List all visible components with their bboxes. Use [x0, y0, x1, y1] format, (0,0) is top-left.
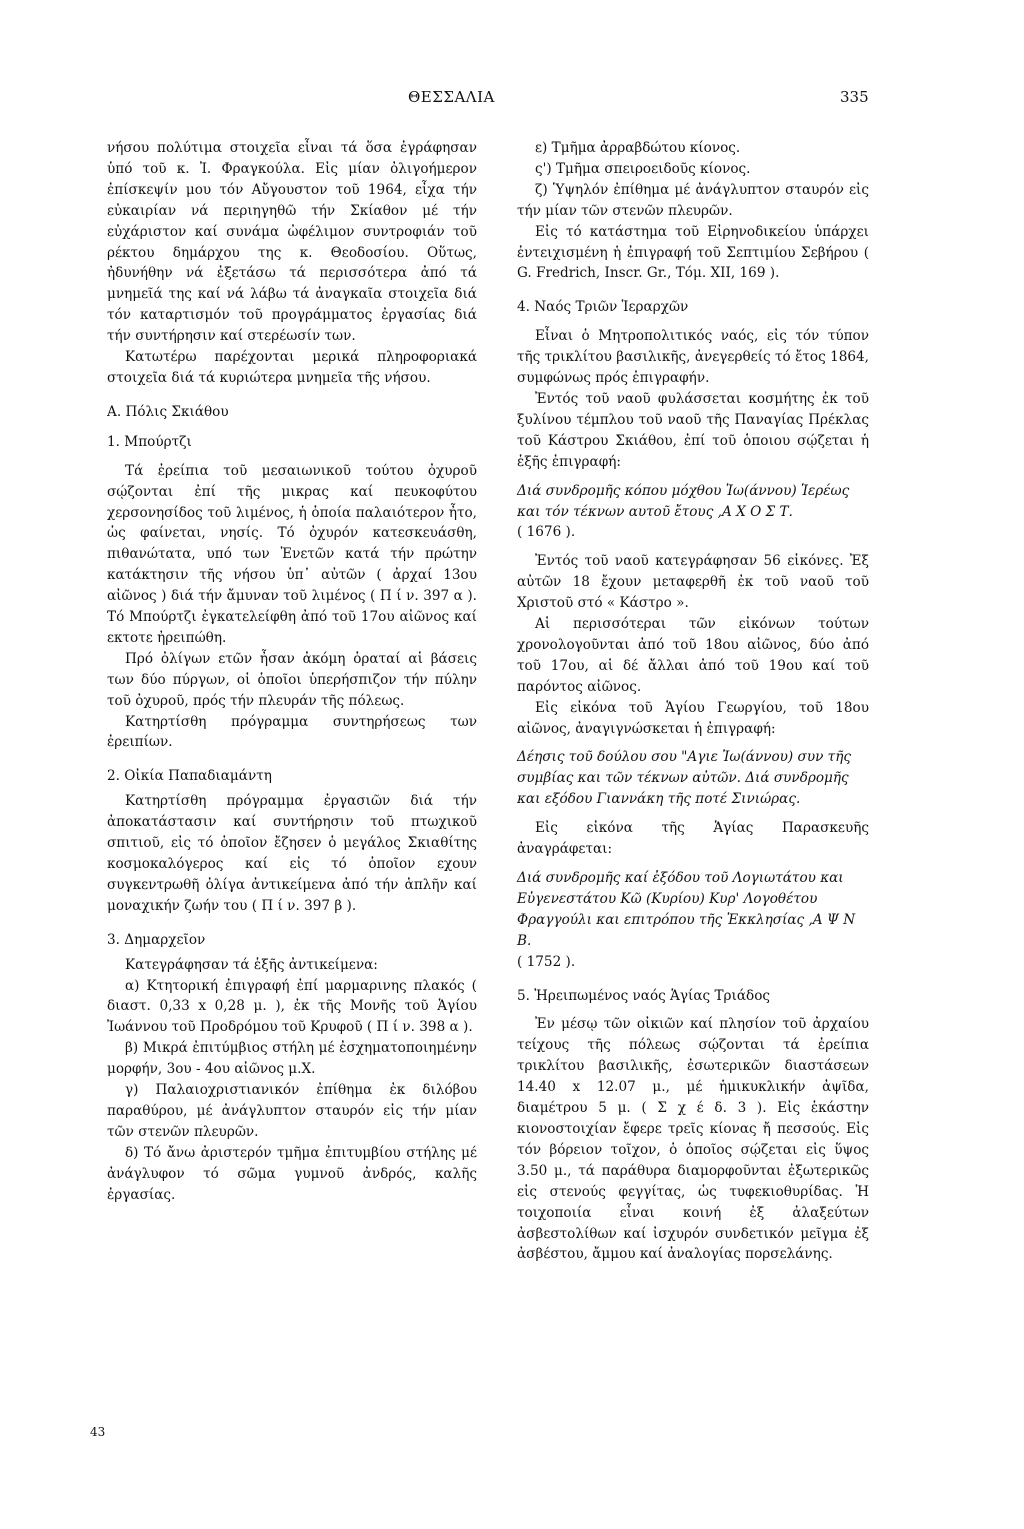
list-item: β) Μικρά ἐπιτύμβιος στήλη μέ ἐσχηματοποιημένην μορφήν, 3ου - 4ου αἰῶνος μ.Χ. — [107, 1040, 477, 1078]
item-2-paragraph-1: Κατηρτίσθη πρόγραμμα ἐργασιῶν διά τήν ἀποκατάστασιν καί συντήρησιν τοῦ πτωχικοῦ σπιτιοῦ, εἰς τό ὁποῖον ἔζησεν ὁ μεγάλος Σκιαθίτης κοσμοκαλόγερος καί εἰς τό ὁποῖον εχουν συγκεντρωθῆ ὀλίγα ἀντικείμενα ἀπό τήν ἁπλῆν καί μοναχικήν ζωήν του ( Π ί ν. 397 β ). — [107, 793, 477, 914]
item-3-heading: 3. Δημαρχεῖον — [107, 931, 206, 948]
list-item: ς') Τμῆμα σπειροειδοῦς κίονος. — [535, 160, 751, 177]
item-3-object-list — [107, 976, 477, 1206]
left-column — [107, 138, 477, 1206]
item-1-paragraph-1: Τά ἐρείπια τοῦ μεσαιωνικοῦ τούτου ὀχυροῦ σῴζονται ἐπί τῆς μικρας καί πευκοφύτου χερσονησίδος τοῦ λιμένος, ἡ ὁποία παλαιότερον ἦτο, ὡς φαίνεται, νησίς. Τό ὀχυρόν κατεσκευάσθη, πιθανώτατα, υπό των Ἐνετῶν κατά τήν πρώτην κατάκτησιν τῆς νήσου ὑπ᾿ αὐτῶν ( ἀρχαί 13ου αἰῶνος ) διά τήν ἄμυναν τοῦ λιμένος ( Π ί ν. 397 α ). Τό Μπούρτζι ἐγκατελείφθη ἀπό τοῦ 17ου αἰῶνος καί εκτοτε ἠρειπώθη. — [107, 462, 477, 646]
item-2-heading: 2. Οἰκία Παπαδιαμάντη — [107, 768, 272, 785]
item-1-paragraph-2: Πρό ὀλίγων ετῶν ἦσαν ἀκόμη ὁραταί αἱ βάσεις των δύο πύργων, οἱ ὁποῖοι ὑπερήσπιζον τήν πύλην τοῦ ὀχυροῦ, πρός τήν πλευράν τῆς πόλεως. — [107, 650, 477, 709]
item-4-inscription-1-year: ( 1676 ). — [517, 524, 576, 541]
list-item: ε) Τμῆμα ἀρραβδώτου κίονος. — [535, 140, 741, 156]
list-item: ζ) Ὑψηλόν ἐπίθημα μέ ἀνάγλυπτον σταυρόν εἰς τήν μίαν τῶν στενῶν πλευρῶν. — [517, 181, 869, 219]
item-1-heading: 1. Μπούρτζι — [107, 433, 192, 450]
item-3-paragraph-1: Κατεγράφησαν τά ἑξῆς ἀντικείμενα: — [125, 956, 378, 973]
item-4-paragraph-1: Εἶναι ὁ Μητροπολιτικός ναός, εἰς τόν τύπον τῆς τρικλίτου βασιλικῆς, ἀνεγερθείς τό ἔτος 1864, συμφώνως πρός ἐπιγραφήν. — [517, 328, 869, 387]
list-item: γ) Παλαιοχριστιανικόν ἐπίθημα ἐκ διλόβου παραθύρου, μέ ἀνάγλυπτον σταυρόν εἰς τήν μίαν τῶν στενῶν πλευρῶν. — [107, 1082, 477, 1140]
item-4-inscription-3-year: ( 1752 ). — [517, 953, 576, 970]
item-4-paragraph-5: Εἰς εἰκόνα τοῦ Ἁγίου Γεωργίου, τοῦ 18ου αἰῶνος, ἀναγιγνώσκεται ἡ ἐπιγραφή: — [517, 699, 869, 737]
right-column — [517, 138, 869, 1265]
item-1-paragraph-3: Κατηρτίσθη πρόγραμμα συντηρήσεως των ἐρειπίων. — [107, 713, 477, 751]
section-heading-a: Α. Πόλις Σκιάθου — [107, 403, 229, 420]
item-4-paragraph-4: Αἱ περισσότεραι τῶν εἰκόνων τούτων χρονολογοῦνται ἀπό τοῦ 18ου αἰῶνος, δύο ἀπό τοῦ 17ου, αἱ δέ ἄλλαι ἀπό τοῦ 19ου καί τοῦ παρόντος αἰῶνος. — [517, 616, 869, 695]
intro-paragraph-1: νήσου πολύτιμα στοιχεῖα εἶναι τά ὅσα ἐγράφησαν ὑπό τοῦ κ. Ἰ. Φραγκούλα. Εἰς μίαν ὀλιγοήμερον ἐπίσκεψίν μου τόν Αὔγουστον τοῦ 1964, εἶχα τήν εὐκαιρίαν νά περιηγηθῶ τήν Σκίαθον μέ τήν εὐχάριστον καί συνάμα ὠφέλιμον συντροφιάν τοῦ ρέκτου δημάρχου της κ. Θεοδοσίου. Οὕτως, ἠδυνήθην νά ἐξετάσω τά περισσότερα ἀπό τά μνημεῖά της καί νά λάβω τά ἀναγκαῖα στοιχεῖα διά τόν καταρτισμόν τοῦ προγράμματος ἐργασίας διά τήν συντήρησιν καί στερέωσίν των. — [107, 140, 477, 345]
running-head: ΘΕΣΣΑΛΙΑ — [408, 88, 495, 106]
item-5-paragraph-1: Ἐν μέσῳ τῶν οἰκιῶν καί πλησίον τοῦ ἀρχαίου τείχους τῆς πόλεως σῴζονται τά ἐρείπια τρικλίτου βασιλικῆς, ἐσωτερικῶν διαστάσεων 14.40 x 12.07 μ., μέ ἡμικυκλικήν ἀψῖδα, διαμέτρου 5 μ. ( Σ χ έ δ. 3 ). Εἰς ἑκάστην κιονοστοιχίαν ἔφερε τρεῖς κίονας ἤ πεσσούς. Εἰς τόν βόρειον τοῖχον, ὁ ὁποῖος σῴζεται εἰς ὕψος 3.50 μ., τά παράθυρα διαμορφοῦνται ἐξωτερικῶς εἰς στενούς φεγγίτας, ὡς τυφεκιοθυρίδας. Ἡ τοιχοποιία εἶναι κοινή ἐξ ἀλαξεύτων ἀσβεστολίθων καί ἰσχυρόν συνδετικόν μεῖγμα ἐξ ἀσβέστου, ἄμμου καί ἀναλογίας πορσελάνης. — [517, 1016, 869, 1263]
list-item: δ) Τό ἄνω ἀριστερόν τμῆμα ἐπιτυμβίου στήλης μέ ἀνάγλυφον τό σῶμα γυμνοῦ ἀνδρός, καλῆς ἐργασίας. — [107, 1144, 477, 1203]
signature-mark: 43 — [90, 1425, 106, 1439]
item-4-inscription-3: Διά συνδρομῆς καί ἐξόδου τοῦ Λογιωτάτου και Εὐγενεστάτου Κῶ (Κυρίου) Κυρ' Λογοθέτου Φραγγούλι και επιτρόπου τῆς Ἐκκλησίας ,Α Ψ Ν Β. — [517, 870, 856, 949]
item-4-inscription-1: Διά συνδρομῆς κόπου μόχθου Ἰω(άννου) Ἱερέως και τόν τέκνων αυτοῦ ἔτους ,Α Χ Ο Σ Τ. — [517, 482, 850, 520]
page-header — [0, 88, 1024, 112]
item-4-inscription-2: Δέησις τοῦ δούλου σου "Αγιε Ἰω(άννου) συν τῆς συμβίας και τῶν τέκνων αὐτῶν. Διά συνδρομῆς και εξόδου Γιαννάκη τῆς ποτέ Σινιώρας. — [517, 749, 851, 808]
item-5-heading: 5. Ἠρειπωμένος ναός Ἁγίας Τριάδος — [517, 987, 770, 1004]
item-4-paragraph-2: Ἐντός τοῦ ναοῦ φυλάσσεται κοσμήτης ἐκ τοῦ ξυλίνου τέμπλου τοῦ ναοῦ τῆς Παναγίας Πρέκλας τοῦ Κάστρου Σκιάθου, ἐπί τοῦ ὁποιου σῴζεται ἡ ἑξῆς ἐπιγραφή: — [517, 390, 869, 470]
list-item: α) Κτητορική ἐπιγραφή ἐπί μαρμαρινης πλακός ( διαστ. 0,33 x 0,28 μ. ), ἐκ τῆς Μονῆς τοῦ Ἁγίου Ἰωάννου τοῦ Προδρόμου τοῦ Κρυφοῦ ( Π ί ν. 398 α ). — [107, 977, 477, 1036]
item-3-object-list-continued — [517, 138, 869, 222]
inscription-note: Εἰς τό κατάστημα τοῦ Εἰρηνοδικείου ὑπάρχει ἐντειχισμένη ἡ ἐπιγραφή τοῦ Σεπτιμίου Σεβήρου ( G. Fredrich, Inscr. Gr., Τόμ. XII, 169 ). — [517, 223, 869, 282]
item-4-paragraph-3: Ἐντός τοῦ ναοῦ κατεγράφησαν 56 εἰκόνες. Ἐξ αὐτῶν 18 ἔχουν μεταφερθῆ ἐκ τοῦ ναοῦ τοῦ Χριστοῦ στό « Κάστρο ». — [517, 553, 869, 612]
item-4-heading: 4. Ναός Τριῶν Ἱεραρχῶν — [517, 299, 689, 316]
intro-paragraph-2: Κατωτέρω παρέχονται μερικά πληροφοριακά στοιχεῖα διά τά κυριώτερα μνημεῖα τῆς νήσου. — [107, 349, 477, 386]
page-number: 335 — [840, 88, 869, 106]
item-4-paragraph-6: Εἰς εἰκόνα τῆς Ἁγίας Παρασκευῆς ἀναγράφεται: — [517, 820, 869, 858]
